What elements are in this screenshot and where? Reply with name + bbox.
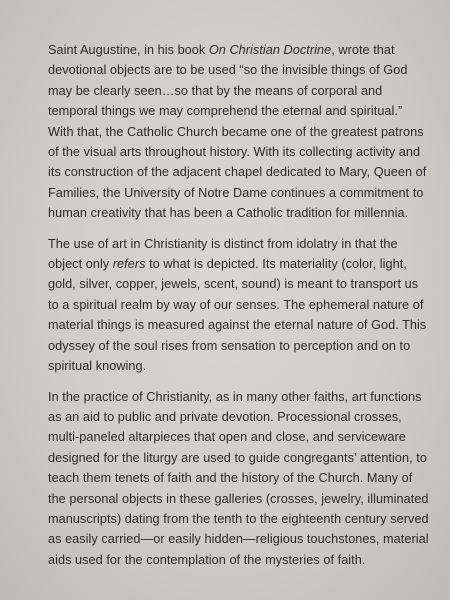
text-line: devotional objects are to be used “so the invisible things of God xyxy=(48,63,408,78)
paragraph-3 xyxy=(48,387,430,571)
text-line: Families, the University of Notre Dame continues a commitment to xyxy=(48,185,424,200)
paragraph-1 xyxy=(48,40,430,224)
text-line: teach them tenets of faith and the history of the Church. Many of xyxy=(48,471,413,486)
text-span: object only xyxy=(48,257,113,272)
text-line: as easily carried—or easily hidden—religious touchstones, material xyxy=(48,532,429,547)
text-line: In the practice of Christianity, as in many other faiths, art functions xyxy=(48,389,422,404)
text-line: designed for the liturgy are used to guide congregants’ attention, to xyxy=(48,450,427,465)
paragraph-2 xyxy=(48,234,430,377)
text-line: its construction of the adjacent chapel dedicated to Mary, Queen of xyxy=(48,165,427,180)
text-line: manuscripts) dating from the tenth to the eighteenth century served xyxy=(48,511,429,526)
text-line: of the visual arts throughout history. With its collecting activity and xyxy=(48,145,421,160)
text-line: as an aid to public and private devotion. Processional crosses, xyxy=(48,409,402,424)
text-line: human creativity that has been a Catholic tradition for millennia. xyxy=(48,206,409,221)
text-line: material things is measured against the eternal nature of God. This xyxy=(48,318,427,333)
wall-text-block xyxy=(48,40,430,580)
text-line: multi-paneled altarpieces that open and close, and serviceware xyxy=(48,430,406,445)
text-line: spiritual knowing. xyxy=(48,359,147,374)
text-line xyxy=(48,254,430,274)
text-span: , wrote that xyxy=(331,43,395,57)
text-line: temporal things we may comprehend the eternal and spiritual.” xyxy=(48,104,403,119)
text-line: The use of art in Christianity is distinct from idolatry in that the xyxy=(48,236,398,251)
text-line: may be clearly seen…so that by the means of corporal and xyxy=(48,83,383,98)
text-line xyxy=(48,40,430,60)
emphasis: refers xyxy=(112,257,146,272)
text-line: gold, silver, copper, jewels, scent, sound) is meant to transport us xyxy=(48,277,419,292)
text-span: to what is depicted. Its materiality (color, light, xyxy=(145,257,407,272)
book-title: On Christian Doctrine xyxy=(208,43,332,57)
text-span: Saint Augustine, in his book xyxy=(48,43,209,57)
text-line: aids used for the contemplation of the mysteries of faith. xyxy=(48,552,366,567)
text-line: the personal objects in these galleries (crosses, jewelry, illuminated xyxy=(48,491,429,506)
text-line: With that, the Catholic Church became one of the greatest patrons xyxy=(48,124,424,139)
text-line: odyssey of the soul rises from sensation to perception and on to xyxy=(48,338,411,353)
text-line: to a spiritual realm by way of our senses. The ephemeral nature of xyxy=(48,297,424,312)
